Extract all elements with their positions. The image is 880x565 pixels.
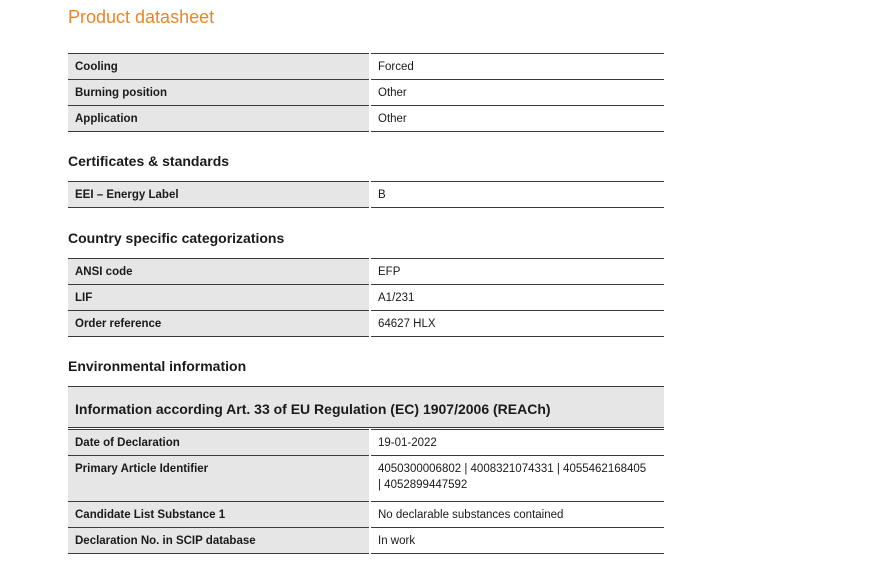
row-value: Other: [370, 106, 664, 132]
row-value: Other: [370, 80, 664, 106]
table-row: [68, 54, 664, 80]
row-label: Candidate List Substance 1: [68, 502, 370, 528]
reach-header: [68, 386, 664, 428]
row-value: No declarable substances contained: [370, 502, 664, 528]
row-label: Application: [68, 106, 370, 132]
table-row: [68, 528, 664, 554]
row-label: LIF: [68, 285, 370, 311]
table-row: [68, 285, 664, 311]
table-row: [68, 456, 664, 502]
environment-table: [68, 429, 664, 554]
row-value: A1/231: [370, 285, 664, 311]
table-row: [68, 311, 664, 337]
table-row: [68, 182, 664, 208]
certificates-heading: Certificates & standards: [68, 153, 230, 169]
row-label: Cooling: [68, 54, 370, 80]
country-heading: Country specific categorizations: [68, 230, 285, 246]
row-label: Burning position: [68, 80, 370, 106]
table-row: [68, 259, 664, 285]
table-row: [68, 502, 664, 528]
environment-heading: Environmental information: [68, 358, 247, 374]
row-value: 19-01-2022: [370, 430, 664, 456]
page-title: Product datasheet: [68, 7, 215, 27]
row-value: [370, 456, 664, 502]
table-row: [68, 80, 664, 106]
row-label: ANSI code: [68, 259, 370, 285]
identifier-line-1: 4050300006802 | 4008321074331 | 4055462168405: [378, 463, 647, 475]
row-value: EFP: [370, 259, 664, 285]
reach-title: Information according Art. 33 of EU Regulation (EC) 1907/2006 (REACh): [75, 401, 551, 417]
row-label: Date of Declaration: [68, 430, 370, 456]
row-label: Order reference: [68, 311, 370, 337]
row-value: In work: [370, 528, 664, 554]
general-properties-table: [68, 53, 664, 132]
certificates-table: [68, 181, 664, 208]
row-value: B: [370, 182, 664, 208]
row-label: Primary Article Identifier: [68, 456, 370, 502]
row-value: Forced: [370, 54, 664, 80]
table-row: [68, 430, 664, 456]
row-label: EEI – Energy Label: [68, 182, 370, 208]
identifier-line-2: | 4052899447592: [378, 479, 468, 491]
row-value: 64627 HLX: [370, 311, 664, 337]
country-table: [68, 258, 664, 337]
row-label: Declaration No. in SCIP database: [68, 528, 370, 554]
table-row: [68, 106, 664, 132]
